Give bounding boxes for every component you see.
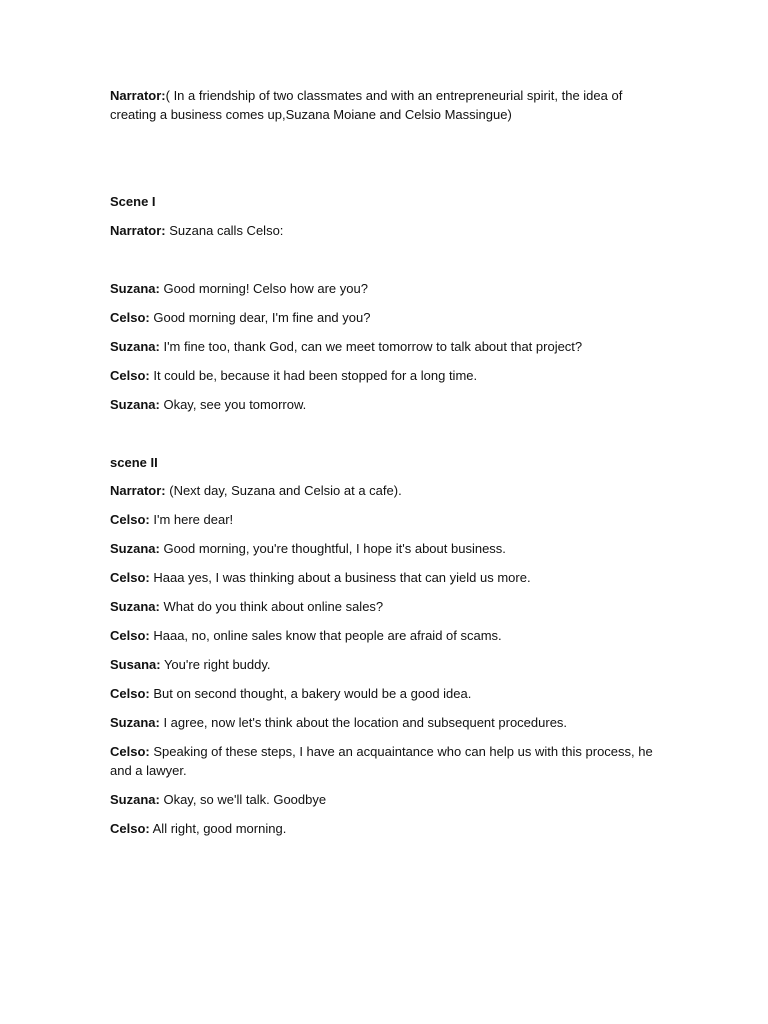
dialogue-text: Okay, so we'll talk. Goodbye	[159, 792, 327, 807]
dialogue-text: I'm fine too, thank God, can we meet tomorrow to talk about that project?	[159, 339, 583, 354]
dialogue-line	[110, 790, 670, 809]
dialogue-text: Good morning! Celso how are you?	[159, 281, 368, 296]
dialogue-line	[110, 819, 670, 838]
dialogue-line	[110, 597, 670, 616]
dialogue-line	[110, 366, 670, 385]
dialogue-line	[110, 568, 670, 587]
dialogue-text: I agree, now let's think about the location and subsequent procedures.	[159, 715, 568, 730]
dialogue-text: I'm here dear!	[149, 512, 234, 527]
speaker-label: Celso:	[110, 512, 150, 527]
speaker-label: Celso:	[110, 570, 150, 585]
speaker-label: Suzana:	[110, 281, 160, 296]
speaker-label: Celso:	[110, 744, 150, 759]
dialogue-text: Speaking of these steps, I have an acquaintance who can help us with this process, he and a lawyer.	[110, 744, 653, 778]
scene-heading: Scene I	[110, 194, 156, 209]
dialogue-line	[110, 713, 670, 732]
dialogue-line	[110, 221, 670, 240]
speaker-label: Narrator:	[110, 483, 166, 498]
speaker-label: Celso:	[110, 821, 150, 836]
dialogue-text: You're right buddy.	[160, 657, 271, 672]
speaker-label: Celso:	[110, 686, 150, 701]
dialogue-text: Good morning, you're thoughtful, I hope it's about business.	[159, 541, 506, 556]
dialogue-text: But on second thought, a bakery would be a good idea.	[149, 686, 472, 701]
speaker-label: Celso:	[110, 368, 150, 383]
speaker-label: Narrator:	[110, 88, 166, 103]
dialogue-line	[110, 655, 670, 674]
dialogue-line	[110, 626, 670, 645]
intro-paragraph	[110, 86, 670, 124]
speaker-label: Suzana:	[110, 339, 160, 354]
speaker-label: Suzana:	[110, 599, 160, 614]
dialogue-line	[110, 539, 670, 558]
dialogue-line	[110, 308, 670, 327]
dialogue-line	[110, 337, 670, 356]
speaker-label: Suzana:	[110, 715, 160, 730]
dialogue-text: Okay, see you tomorrow.	[159, 397, 307, 412]
speaker-label: Suzana:	[110, 541, 160, 556]
dialogue-line	[110, 279, 670, 298]
dialogue-line	[110, 510, 670, 529]
dialogue-line	[110, 684, 670, 703]
dialogue-line	[110, 481, 670, 500]
speaker-label: Celso:	[110, 628, 150, 643]
dialogue-text: Good morning dear, I'm fine and you?	[149, 310, 371, 325]
speaker-label: Susana:	[110, 657, 161, 672]
dialogue-text: All right, good morning.	[149, 821, 287, 836]
scene-heading: scene II	[110, 455, 158, 470]
dialogue-text: It could be, because it had been stopped for a long time.	[149, 368, 478, 383]
dialogue-text: Haaa yes, I was thinking about a business that can yield us more.	[149, 570, 531, 585]
dialogue-text: (Next day, Suzana and Celsio at a cafe).	[165, 483, 402, 498]
dialogue-line	[110, 395, 670, 414]
speaker-label: Narrator:	[110, 223, 166, 238]
speaker-label: Suzana:	[110, 792, 160, 807]
dialogue-text: What do you think about online sales?	[159, 599, 384, 614]
speaker-label: Suzana:	[110, 397, 160, 412]
speaker-label: Celso:	[110, 310, 150, 325]
dialogue-text: ( In a friendship of two classmates and with an entrepreneurial spirit, the idea of creating a business comes up,Suzana Moiane and Celsio Massingue)	[110, 88, 623, 122]
dialogue-line	[110, 742, 670, 780]
dialogue-text: Haaa, no, online sales know that people are afraid of scams.	[149, 628, 502, 643]
dialogue-text: Suzana calls Celso:	[165, 223, 284, 238]
